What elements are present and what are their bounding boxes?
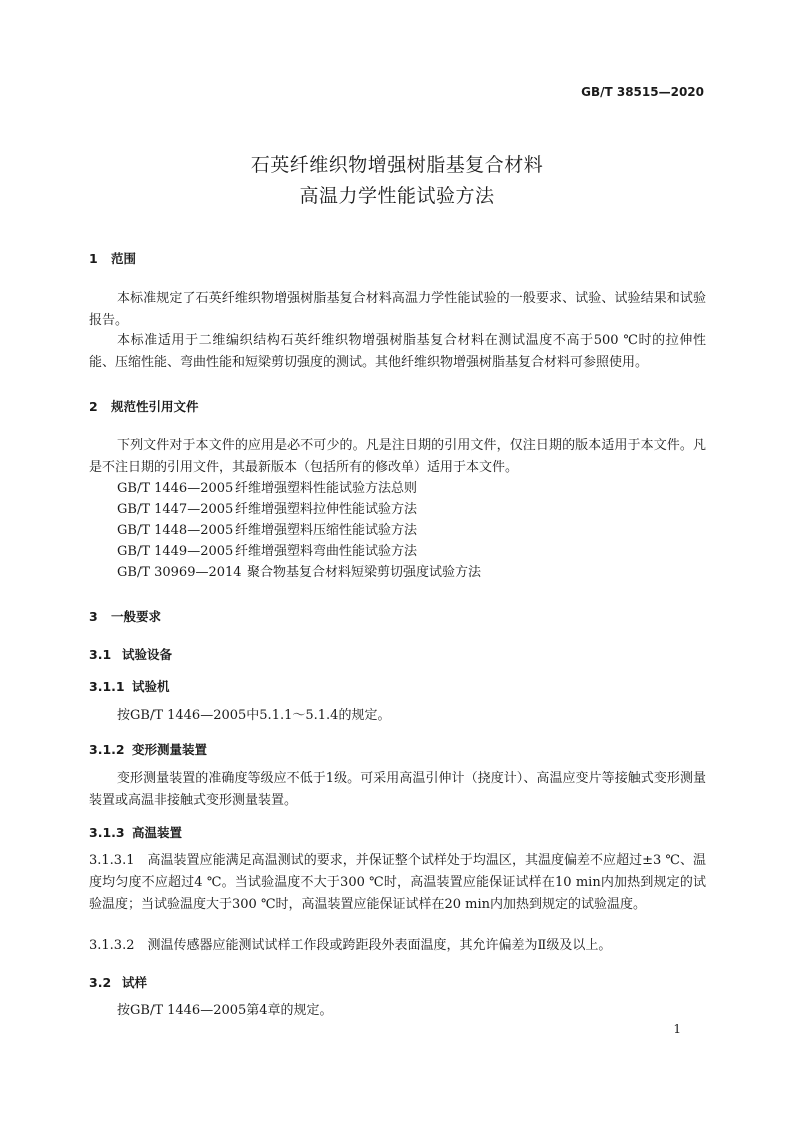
reference-title: 纤维增强塑料性能试验方法总则 (235, 481, 418, 496)
document-title-line2: 高温力学性能试验方法 (299, 185, 495, 207)
reference-title: 聚合物基复合材料短梁剪切强度试验方法 (247, 565, 482, 580)
clause-paragraph: 3.1.3.2 测温传感器应能测试试样工作段或跨距段外表面温度，其允许偏差为Ⅱ级及以上。 (89, 938, 612, 953)
section-heading-3-1-3 (89, 823, 182, 841)
reference-code: GB/T 1446—2005 (117, 481, 234, 496)
clause-paragraph: 3.1.3.1 高温装置应能满足高温测试的要求，并保证整个试样处于均温区，其温度偏差不应超过±3 ℃、温度均匀度不应超过4 ℃。当试验温度不大于300 ℃时，高温装置应能保证试样在10 min内加热到规定的试验温度；当试验温度大于300 ℃时，高温装置应能保证试样在20 min内加热到规定的试验温度。 (89, 853, 706, 912)
section-title: 一般要求 (111, 609, 162, 624)
section-number: 3.1.2 (89, 742, 125, 757)
section-title: 变形测量装置 (132, 742, 208, 757)
section-number: 3.1 (89, 647, 112, 662)
reference-item (117, 479, 417, 499)
section-title: 试样 (122, 975, 148, 990)
section-heading-3-2 (89, 973, 147, 991)
section-title: 规范性引用文件 (111, 399, 199, 414)
section-heading-3-1-1 (89, 677, 170, 695)
reference-item (117, 542, 417, 562)
section-number: 3.1.1 (89, 679, 125, 694)
reference-code: GB/T 1448—2005 (117, 523, 234, 538)
reference-code: GB/T 1447—2005 (117, 502, 234, 517)
document-title-line1: 石英纤维织物增强树脂基复合材料 (250, 154, 544, 176)
section-number: 3.1.3 (89, 825, 125, 840)
reference-code: GB/T 1449—2005 (117, 544, 234, 559)
reference-title: 纤维增强塑料拉伸性能试验方法 (235, 502, 418, 517)
paragraph: 本标准规定了石英纤维织物增强树脂基复合材料高温力学性能试验的一般要求、试验、试验结果和试验报告。 (89, 291, 706, 328)
standard-code: GB/T 38515—2020 (581, 85, 704, 99)
section-title: 试验设备 (122, 647, 173, 662)
section-heading-1 (89, 249, 136, 267)
reference-code: GB/T 30969—2014 (117, 565, 242, 580)
paragraph: 本标准适用于二维编织结构石英纤维织物增强树脂基复合材料在测试温度不高于500 ℃时的拉伸性能、压缩性能、弯曲性能和短梁剪切强度的测试。其他纤维织物增强树脂基复合材料可参照使用。 (89, 333, 706, 370)
reference-item (117, 500, 417, 520)
reference-title: 纤维增强塑料压缩性能试验方法 (235, 523, 418, 538)
section-number: 3 (89, 609, 98, 624)
paragraph: 变形测量装置的准确度等级应不低于1级。可采用高温引伸计（挠度计）、高温应变片等接触式变形测量装置或高温非接触式变形测量装置。 (89, 771, 706, 808)
reference-item (117, 563, 481, 583)
paragraph: 下列文件对于本文件的应用是必不可少的。凡是注日期的引用文件，仅注日期的版本适用于本文件。凡是不注日期的引用文件，其最新版本（包括所有的修改单）适用于本文件。 (89, 438, 706, 475)
section-heading-3-1 (89, 645, 172, 663)
section-number: 1 (89, 251, 98, 266)
section-number: 3.2 (89, 975, 112, 990)
section-heading-2 (89, 397, 199, 415)
section-heading-3-1-2 (89, 740, 207, 758)
section-title: 高温装置 (132, 825, 183, 840)
section-title: 范围 (111, 251, 137, 266)
section-number: 2 (89, 399, 98, 414)
page-number: 1 (673, 1022, 681, 1036)
paragraph: 按GB/T 1446—2005中5.1.1～5.1.4的规定。 (117, 708, 391, 723)
reference-item (117, 521, 417, 541)
paragraph: 按GB/T 1446—2005第4章的规定。 (117, 1003, 333, 1018)
section-heading-3 (89, 607, 161, 625)
section-title: 试验机 (132, 679, 170, 694)
reference-title: 纤维增强塑料弯曲性能试验方法 (235, 544, 418, 559)
